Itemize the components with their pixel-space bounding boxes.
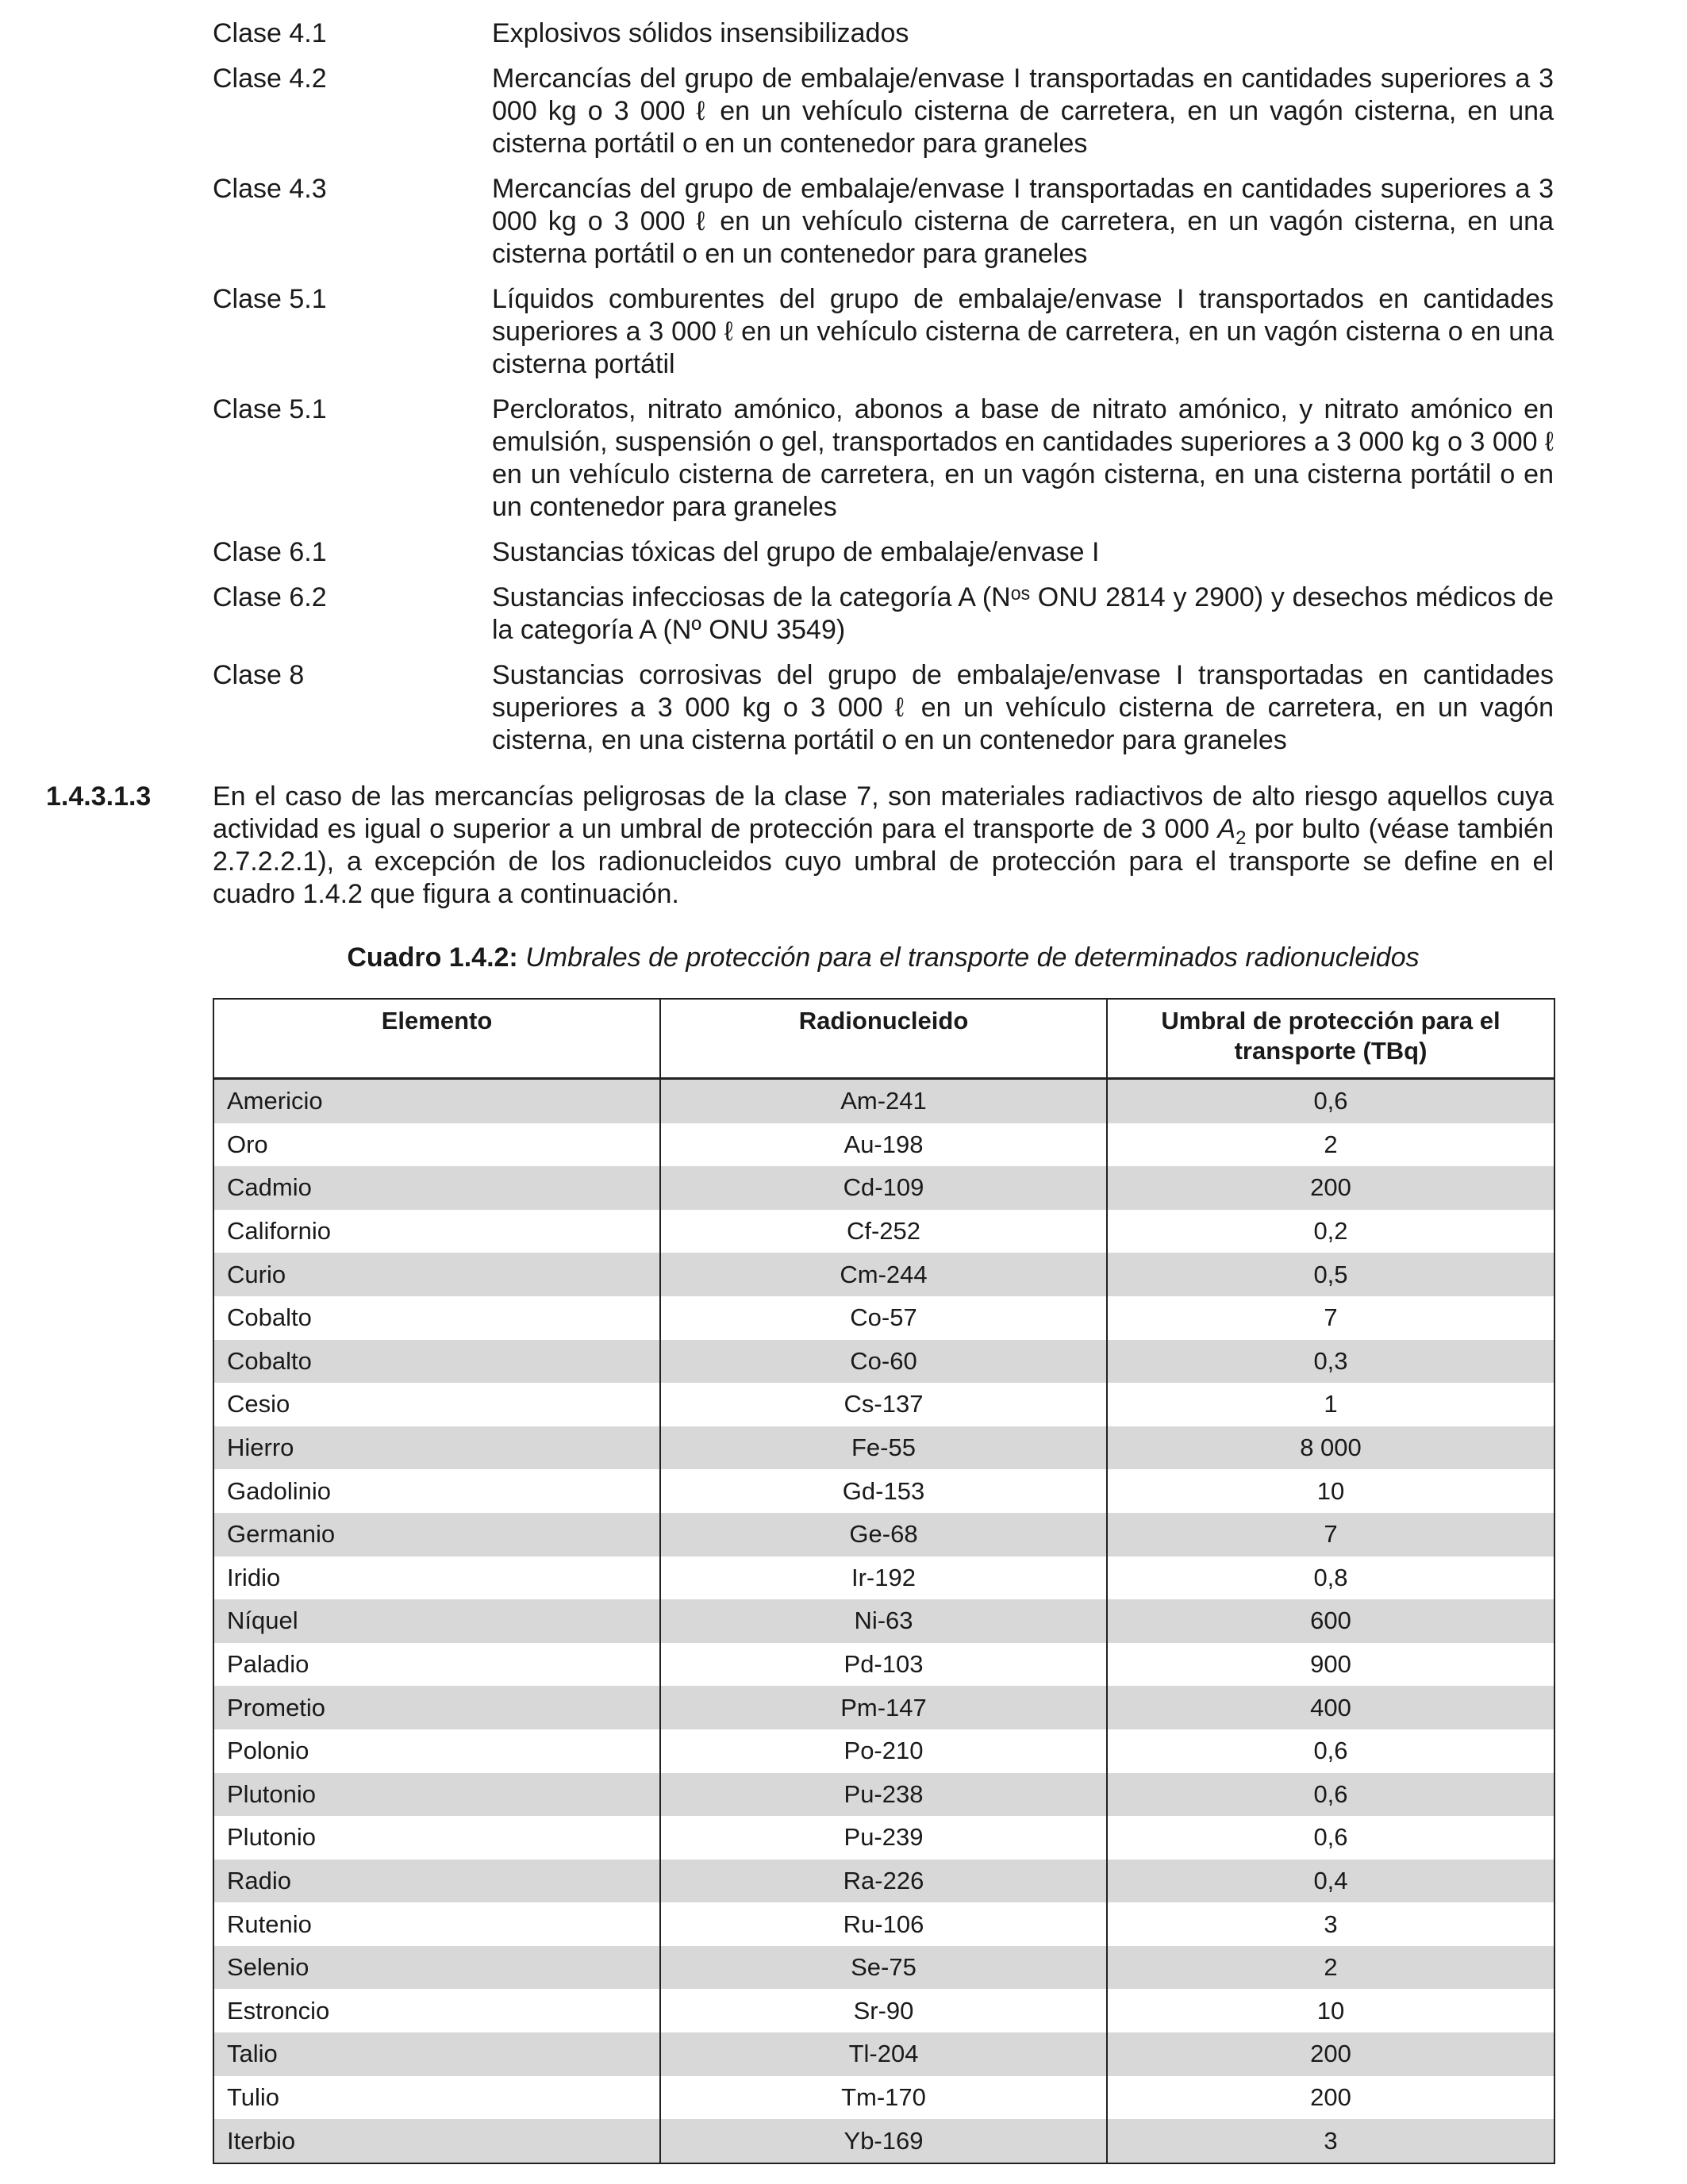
- cell-radionuclide: Po-210: [660, 1729, 1107, 1773]
- caption-title: Umbrales de protección para el transporte de determinados radionucleidos: [525, 942, 1420, 973]
- cell-radionuclide: Tm-170: [660, 2076, 1107, 2120]
- class-description: Percloratos, nitrato amónico, abonos a base de nitrato amónico, y nitrato amónico en emulsión, suspensión o gel, transportados en cantidades superiores a 3 000 kg o 3 000 ℓ en un vehículo cisterna de carretera, en un vagón cisterna, en una cisterna portátil o en un contenedor para graneles: [492, 394, 1554, 522]
- cell-element: Talio: [213, 2032, 660, 2076]
- class-label: Clase 8: [213, 660, 305, 690]
- table-body: [213, 1079, 1554, 2163]
- cell-threshold: 7: [1107, 1513, 1554, 1556]
- table-row: [213, 1426, 1554, 1470]
- table-row: [213, 1166, 1554, 1210]
- cell-threshold: 200: [1107, 1166, 1554, 1210]
- cell-threshold: 0,4: [1107, 1860, 1554, 1903]
- cell-element: Cobalto: [213, 1296, 660, 1340]
- cell-element: Oro: [213, 1123, 660, 1167]
- class-description: Mercancías del grupo de embalaje/envase I transportadas en cantidades superiores a 3 000 kg o 3 000 ℓ en un vehículo cisterna de carretera, en un vagón cisterna, en una cisterna portátil o en un contenedor para graneles: [492, 63, 1554, 159]
- cell-element: Níquel: [213, 1599, 660, 1643]
- table-row: [213, 1340, 1554, 1384]
- cell-threshold: 8 000: [1107, 1426, 1554, 1470]
- cell-threshold: 0,6: [1107, 1079, 1554, 1123]
- cell-element: Hierro: [213, 1426, 660, 1470]
- table-row: [213, 2032, 1554, 2076]
- table-row: [213, 1469, 1554, 1513]
- column-header-element: Elemento: [213, 999, 660, 1079]
- table-row: [213, 1946, 1554, 1990]
- table-row: [213, 1079, 1554, 1123]
- table-row: [213, 1513, 1554, 1556]
- cell-radionuclide: Pm-147: [660, 1686, 1107, 1729]
- cell-element: Selenio: [213, 1946, 660, 1990]
- cell-radionuclide: Pu-239: [660, 1816, 1107, 1860]
- table-row: [213, 1599, 1554, 1643]
- class-item: [213, 536, 1554, 569]
- cell-threshold: 900: [1107, 1643, 1554, 1687]
- table-row: [213, 2076, 1554, 2120]
- cell-radionuclide: Pd-103: [660, 1643, 1107, 1687]
- cell-radionuclide: Fe-55: [660, 1426, 1107, 1470]
- section-text: [213, 781, 1554, 911]
- class-item: [213, 17, 1554, 50]
- cell-radionuclide: Ge-68: [660, 1513, 1107, 1556]
- cell-threshold: 0,3: [1107, 1340, 1554, 1384]
- cell-threshold: 7: [1107, 1296, 1554, 1340]
- table-row: [213, 1773, 1554, 1817]
- a2-subscript: 2: [1235, 827, 1247, 849]
- table-row: [213, 1296, 1554, 1340]
- cell-threshold: 400: [1107, 1686, 1554, 1729]
- cell-element: Estroncio: [213, 1989, 660, 2032]
- cell-radionuclide: Se-75: [660, 1946, 1107, 1990]
- class-description: Sustancias infecciosas de la categoría A (Nᵒˢ ONU 2814 y 2900) y desechos médicos de la categoría A (Nº ONU 3549): [492, 582, 1554, 645]
- cell-element: Plutonio: [213, 1773, 660, 1817]
- cell-element: Radio: [213, 1860, 660, 1903]
- cell-radionuclide: Cd-109: [660, 1166, 1107, 1210]
- cell-threshold: 600: [1107, 1599, 1554, 1643]
- cell-radionuclide: Cm-244: [660, 1253, 1107, 1296]
- class-label: Clase 4.1: [213, 18, 327, 48]
- table-row: [213, 1686, 1554, 1729]
- cell-radionuclide: Cs-137: [660, 1383, 1107, 1426]
- class-item: [213, 63, 1554, 160]
- column-header-radionuclide: Radionucleido: [660, 999, 1107, 1079]
- table-row: [213, 1860, 1554, 1903]
- table-header-row: [213, 999, 1554, 1079]
- cell-threshold: 200: [1107, 2032, 1554, 2076]
- cell-radionuclide: Ir-192: [660, 1556, 1107, 1600]
- class-description: Sustancias corrosivas del grupo de embalaje/envase I transportadas en cantidades superiores a 3 000 kg o 3 000 ℓ en un vehículo cisterna de carretera, en un vagón cisterna, en una cisterna portátil o en un contenedor para graneles: [492, 660, 1554, 755]
- cell-threshold: 2: [1107, 1123, 1554, 1167]
- cell-threshold: 3: [1107, 2119, 1554, 2163]
- table-row: [213, 1816, 1554, 1860]
- table-row: [213, 1383, 1554, 1426]
- cell-threshold: 0,6: [1107, 1816, 1554, 1860]
- table-row: [213, 1902, 1554, 1946]
- table-row: [213, 1729, 1554, 1773]
- text-part: por bulto (véase también 2.7.2.2.1), a excepción de los radionucleidos cuyo umbral de protección para el transporte se define en el cuadro 1.4.2 que figura a continuación.: [213, 814, 1554, 909]
- cell-element: Gadolinio: [213, 1469, 660, 1513]
- table-row: [213, 1210, 1554, 1253]
- text-part: En el caso de las mercancías peligrosas de la clase 7, son materiales radiactivos de alto riesgo aquellos cuya actividad es igual o superior a un umbral de protección para el transporte de 3 000: [213, 781, 1554, 844]
- cell-radionuclide: Sr-90: [660, 1989, 1107, 2032]
- class-description: Sustancias tóxicas del grupo de embalaje/envase I: [492, 537, 1100, 567]
- class-item: [213, 582, 1554, 647]
- cell-threshold: 3: [1107, 1902, 1554, 1946]
- cell-radionuclide: Pu-238: [660, 1773, 1107, 1817]
- cell-radionuclide: Gd-153: [660, 1469, 1107, 1513]
- class-item: [213, 283, 1554, 381]
- table-caption: [213, 942, 1554, 974]
- cell-radionuclide: Ra-226: [660, 1860, 1107, 1903]
- cell-radionuclide: Au-198: [660, 1123, 1107, 1167]
- cell-element: Polonio: [213, 1729, 660, 1773]
- cell-threshold: 0,5: [1107, 1253, 1554, 1296]
- class-label: Clase 4.2: [213, 63, 327, 94]
- class-description: Líquidos comburentes del grupo de embalaje/envase I transportados en cantidades superiores a 3 000 ℓ en un vehículo cisterna de carretera, en un vagón cisterna o en una cisterna portátil: [492, 284, 1554, 379]
- class-item: [213, 393, 1554, 524]
- cell-element: Paladio: [213, 1643, 660, 1687]
- cell-threshold: 2: [1107, 1946, 1554, 1990]
- cell-element: Rutenio: [213, 1902, 660, 1946]
- cell-element: Tulio: [213, 2076, 660, 2120]
- cell-threshold: 0,6: [1107, 1773, 1554, 1817]
- cell-radionuclide: Cf-252: [660, 1210, 1107, 1253]
- cell-element: Californio: [213, 1210, 660, 1253]
- radionuclide-threshold-table: [213, 998, 1555, 2164]
- cell-threshold: 0,2: [1107, 1210, 1554, 1253]
- cell-element: Iridio: [213, 1556, 660, 1600]
- class-label: Clase 5.1: [213, 284, 327, 314]
- section-paragraph: [46, 781, 1554, 911]
- table-row: [213, 2119, 1554, 2163]
- class-description: Explosivos sólidos insensibilizados: [492, 18, 909, 48]
- class-item: [213, 659, 1554, 757]
- cell-element: Plutonio: [213, 1816, 660, 1860]
- class-item: [213, 173, 1554, 271]
- section-number: 1.4.3.1.3: [46, 781, 152, 812]
- cell-element: Germanio: [213, 1513, 660, 1556]
- a2-symbol: A: [1217, 814, 1236, 844]
- cell-threshold: 10: [1107, 1469, 1554, 1513]
- table-row: [213, 1123, 1554, 1167]
- cell-element: Americio: [213, 1079, 660, 1123]
- cell-radionuclide: Ru-106: [660, 1902, 1107, 1946]
- cell-threshold: 0,6: [1107, 1729, 1554, 1773]
- caption-label: Cuadro 1.4.2:: [347, 942, 518, 973]
- cell-threshold: 0,8: [1107, 1556, 1554, 1600]
- column-header-threshold: Umbral de protección para el transporte (TBq): [1107, 999, 1554, 1079]
- cell-radionuclide: Tl-204: [660, 2032, 1107, 2076]
- cell-element: Cadmio: [213, 1166, 660, 1210]
- cell-element: Curio: [213, 1253, 660, 1296]
- cell-element: Cobalto: [213, 1340, 660, 1384]
- cell-radionuclide: Co-57: [660, 1296, 1107, 1340]
- dangerous-goods-class-list: [213, 17, 1554, 770]
- class-label: Clase 5.1: [213, 394, 327, 424]
- cell-radionuclide: Ni-63: [660, 1599, 1107, 1643]
- table-row: [213, 1556, 1554, 1600]
- class-label: Clase 4.3: [213, 174, 327, 204]
- cell-radionuclide: Co-60: [660, 1340, 1107, 1384]
- cell-element: Prometio: [213, 1686, 660, 1729]
- class-label: Clase 6.1: [213, 537, 327, 567]
- table-row: [213, 1253, 1554, 1296]
- cell-threshold: 1: [1107, 1383, 1554, 1426]
- cell-threshold: 200: [1107, 2076, 1554, 2120]
- cell-radionuclide: Yb-169: [660, 2119, 1107, 2163]
- class-label: Clase 6.2: [213, 582, 327, 612]
- class-description: Mercancías del grupo de embalaje/envase I transportadas en cantidades superiores a 3 000 kg o 3 000 ℓ en un vehículo cisterna de carretera, en un vagón cisterna, en una cisterna portátil o en un contenedor para graneles: [492, 174, 1554, 269]
- cell-element: Cesio: [213, 1383, 660, 1426]
- cell-radionuclide: Am-241: [660, 1079, 1107, 1123]
- table-row: [213, 1643, 1554, 1687]
- cell-threshold: 10: [1107, 1989, 1554, 2032]
- table-row: [213, 1989, 1554, 2032]
- cell-element: Iterbio: [213, 2119, 660, 2163]
